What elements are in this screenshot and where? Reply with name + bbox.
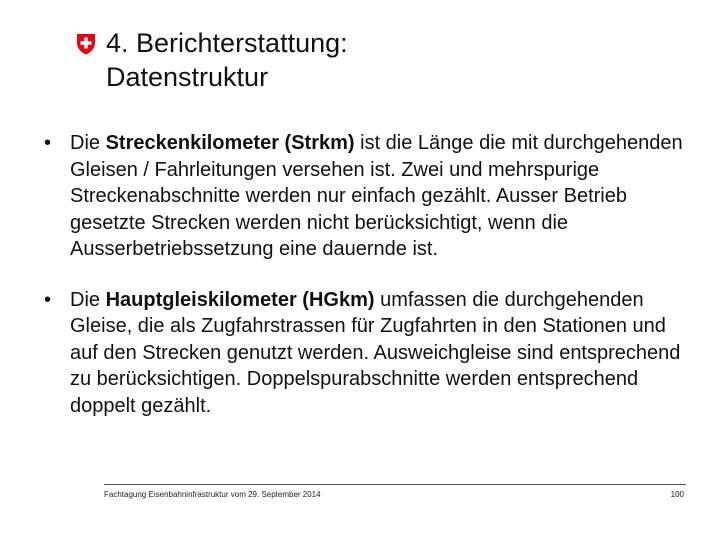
swiss-shield-logo-icon <box>76 33 96 55</box>
bullet-list <box>44 130 684 419</box>
page-number: 100 <box>670 490 684 499</box>
bullet-item-streckenkilometer <box>44 130 684 263</box>
bullet-term: Streckenkilometer (Strkm) <box>105 132 355 154</box>
bullet-body-text: ist die Länge die mit durchgehenden Gleisen / Fahrleitungen versehen ist. Zwei und mehrspurige Streckenabschnitte werden nur einfach gezählt. Ausser Betrieb gesetzte Strecken werden nicht berücksichtigt, wenn die Ausserbetriebssetzung eine dauernde ist. <box>70 132 683 260</box>
bullet-lead-text: Die <box>70 288 106 311</box>
footer-divider <box>104 484 686 485</box>
bullet-body-text: umfassen die durchgehenden Gleise, die als Zugfahrstrassen für Zugfahrten in den Stationen und auf den Strecken genutzt werden. Ausweichgleise sind entsprechend zu berücksichtigen. Doppelspurabschnitte werden entsprechend doppelt gezählt. <box>70 288 681 417</box>
slide-title-line1: 4. Berichterstattung: <box>106 28 348 58</box>
bullet-marker: • <box>44 132 52 154</box>
slide-title <box>106 26 348 94</box>
bullet-item-hauptgleiskilometer <box>44 287 684 420</box>
bullet-lead-text: Die <box>70 132 106 154</box>
footer-text: Fachtagung Eisenbahninfrastruktur vom 29. September 2014 <box>104 490 321 499</box>
bullet-term: Hauptgleiskilometer (HGkm) <box>105 288 375 311</box>
slide-title-line2: Datenstruktur <box>106 62 269 92</box>
bullet-marker: • <box>44 288 52 311</box>
